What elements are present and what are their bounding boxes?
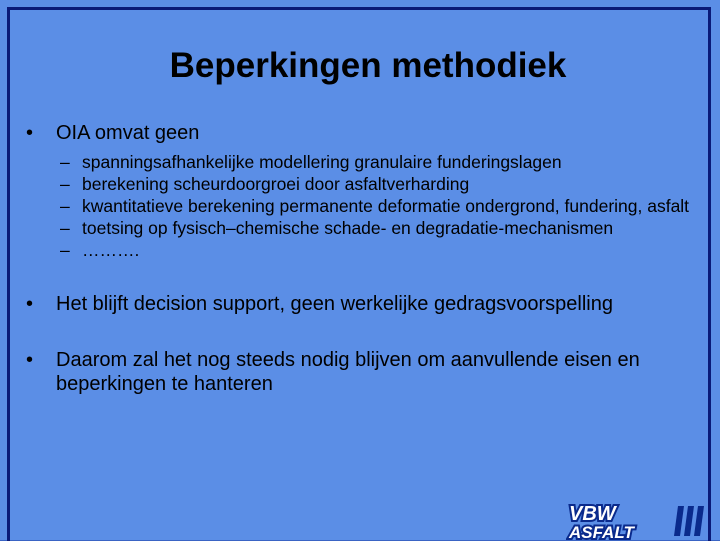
logo-stripe-1 — [674, 506, 684, 536]
logo-stripe-3 — [694, 506, 704, 536]
sub-bullet-list — [56, 151, 706, 261]
sub-bullet-item — [56, 173, 706, 195]
bullet-marker: • — [26, 349, 34, 371]
dash-marker: – — [60, 152, 70, 172]
bullet-text: Het blijft decision support, geen werkelijke gedragsvoorspelling — [56, 293, 613, 315]
sub-bullet-text: spanningsafhankelijke modellering granulaire funderingslagen — [82, 152, 562, 172]
bullet-marker: • — [26, 293, 34, 315]
dash-marker: – — [60, 196, 70, 216]
bullet-list — [26, 121, 706, 396]
sub-bullet-text: ………. — [82, 240, 140, 260]
sub-bullet-text: toetsing op fysisch–chemische schade- en degradatie-mechanismen — [82, 218, 614, 238]
sub-bullet-text: berekening scheurdoorgroei door asfaltverharding — [82, 174, 470, 194]
bullet-item — [26, 348, 706, 396]
sub-bullet-text: kwantitatieve berekening permanente deformatie ondergrond, fundering, asfalt — [82, 196, 690, 216]
sub-bullet-item — [56, 151, 706, 173]
bullet-item — [26, 292, 706, 316]
slide-title: Beperkingen methodiek — [169, 46, 567, 85]
bullet-marker: • — [26, 122, 34, 144]
bullet-text: OIA omvat geen — [56, 122, 200, 144]
bullet-item — [26, 121, 706, 145]
dash-marker: – — [60, 174, 70, 194]
bullet-text: Daarom zal het nog steeds nodig blijven om aanvullende eisen en beperkingen te hanteren — [56, 349, 640, 395]
dash-marker: – — [60, 240, 70, 260]
sub-bullet-item — [56, 217, 706, 239]
sub-bullet-item — [56, 195, 706, 217]
logo-stripe-2 — [684, 506, 694, 536]
dash-marker: – — [60, 218, 70, 238]
logo-line2: ASFALT — [569, 523, 634, 540]
vbw-asfalt-logo — [566, 500, 716, 540]
logo-line1: VBW — [569, 503, 616, 525]
sub-bullet-item — [56, 239, 706, 261]
